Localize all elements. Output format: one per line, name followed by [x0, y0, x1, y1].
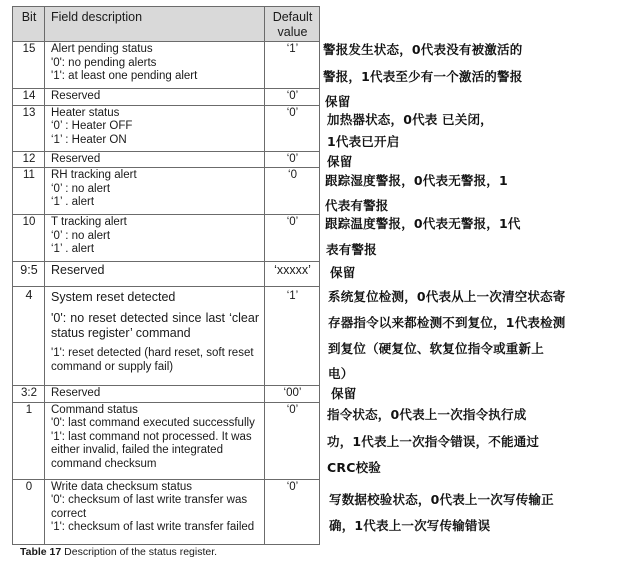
description-cell [45, 168, 265, 215]
field-title: Reserved [51, 152, 101, 165]
header-bit: Bit [13, 7, 45, 42]
field-value-line: '1': reset detected (hard reset, soft reset command or supply fail) [51, 347, 254, 373]
annotation-line: 存器指令以来都检测不到复位，1代表检测 [328, 315, 566, 330]
table-row [13, 151, 320, 168]
caption-label: Table 17 [20, 546, 62, 558]
table-row [13, 168, 320, 215]
default-cell: ‘0’ [265, 402, 320, 479]
annotation-line: 警报发生状态，0代表没有被激活的 [323, 42, 523, 57]
table-row [13, 105, 320, 151]
field-title: System reset detected [51, 290, 176, 304]
bit-cell: 14 [13, 89, 45, 106]
bit-cell: 0 [13, 479, 45, 544]
bit-cell: 4 [13, 287, 45, 386]
caption-text: Description of the status register. [61, 546, 218, 558]
table-caption [20, 546, 217, 558]
bit-cell: 15 [13, 42, 45, 89]
annotation-line: 功，1代表上一次指令错误，不能通过 [327, 434, 540, 449]
status-register-table [12, 6, 320, 545]
annotation-line: 确，1代表上一次写传输错误 [329, 518, 491, 533]
annotation-line: 系统复位检测，0代表从上一次清空状态寄 [328, 289, 566, 304]
default-cell: ‘0’ [265, 151, 320, 168]
bit-cell: 11 [13, 168, 45, 215]
default-cell: ‘0’ [265, 89, 320, 106]
table-row [13, 89, 320, 106]
description-cell [45, 386, 265, 403]
header-default-line2: value [277, 25, 308, 39]
annotation-line: 警报，1代表至少有一个激活的警报 [323, 69, 523, 84]
field-title: Reserved [51, 263, 105, 277]
description-cell [45, 262, 265, 287]
field-title: Reserved [51, 387, 101, 399]
annotation-line: CRC校验 [327, 460, 381, 475]
table-row [13, 287, 320, 386]
annotation-line: 到复位（硬复位、软复位指令或重新上 [328, 341, 544, 356]
bit-cell: 3:2 [13, 386, 45, 403]
field-value-line: '1': last command not processed. It was either invalid, failed the integrated command checksum [51, 430, 252, 470]
field-value-line: ‘1’ . alert [51, 196, 95, 208]
field-title: Alert pending status [51, 43, 153, 55]
field-title: RH tracking alert [51, 169, 137, 181]
description-cell [45, 215, 265, 262]
description-cell [45, 42, 265, 89]
annotation-line: 保留 [327, 154, 353, 169]
annotation-line: 指令状态，0代表上一次指令执行成 [327, 407, 527, 422]
annotation-line: 表有警报 [326, 242, 377, 257]
field-title: Command status [51, 403, 138, 416]
field-value-line: ‘0’ : no alert [51, 182, 111, 195]
annotation-line: 代表有警报 [325, 198, 389, 213]
default-cell: ‘0 [265, 168, 320, 215]
field-value-line: '0': no pending alerts [51, 56, 157, 69]
description-cell [45, 105, 265, 151]
field-title: Write data checksum status [51, 480, 193, 493]
field-value-line: ‘1’ . alert [51, 243, 95, 255]
default-cell: ‘1’ [265, 42, 320, 89]
description-cell [45, 151, 265, 168]
default-cell: ‘1’ [265, 287, 320, 386]
annotation-line: 写数据校验状态，0代表上一次写传输正 [329, 492, 554, 507]
table-row [13, 262, 320, 287]
default-cell: ‘0’ [265, 479, 320, 544]
field-value-line: '0': no reset detected since last ‘clear status register’ command [51, 311, 259, 340]
description-cell [45, 89, 265, 106]
bit-cell: 10 [13, 215, 45, 262]
annotation-line: 1代表已开启 [327, 134, 400, 149]
description-cell [45, 479, 265, 544]
table-row [13, 386, 320, 403]
field-title: T tracking alert [51, 216, 127, 228]
annotation-line: 保留 [330, 265, 356, 280]
field-title: Heater status [51, 106, 120, 119]
annotation-line: 跟踪湿度警报，0代表无警报，1 [325, 173, 508, 188]
table-row [13, 479, 320, 544]
header-default-line1: Default [272, 10, 313, 24]
field-value-line: '0': checksum of last write transfer was correct [51, 494, 248, 520]
header-default-value [265, 7, 320, 42]
annotation-line: 电） [328, 366, 354, 381]
annotation-line: 保留 [331, 386, 357, 401]
table-header-row [13, 7, 320, 42]
annotation-line: 跟踪温度警报，0代表无警报，1代 [325, 216, 521, 231]
bit-cell: 12 [13, 151, 45, 168]
default-cell: ‘00’ [265, 386, 320, 403]
annotation-line: 保留 [325, 94, 351, 109]
field-value-line: '0': last command executed successfully [51, 417, 255, 429]
annotation-line: 加热器状态，0代表 已关闭， [327, 112, 493, 127]
default-cell: ‘0’ [265, 215, 320, 262]
field-value-line: ‘1’ : Heater ON [51, 133, 127, 146]
field-value-line: '1': at least one pending alert [51, 70, 198, 82]
description-cell [45, 287, 265, 386]
field-value-line: ‘0’ : no alert [51, 229, 111, 242]
field-value-line: '1': checksum of last write transfer failed [51, 521, 255, 533]
table-row [13, 215, 320, 262]
default-cell: ‘xxxxx’ [265, 262, 320, 287]
bit-cell: 1 [13, 402, 45, 479]
default-cell: ‘0’ [265, 105, 320, 151]
field-value-line: ‘0’ : Heater OFF [51, 120, 133, 132]
header-field-description: Field description [45, 7, 265, 42]
description-cell [45, 402, 265, 479]
table-row [13, 42, 320, 89]
table-row [13, 402, 320, 479]
bit-cell: 13 [13, 105, 45, 151]
bit-cell: 9:5 [13, 262, 45, 287]
field-title: Reserved [51, 90, 101, 102]
